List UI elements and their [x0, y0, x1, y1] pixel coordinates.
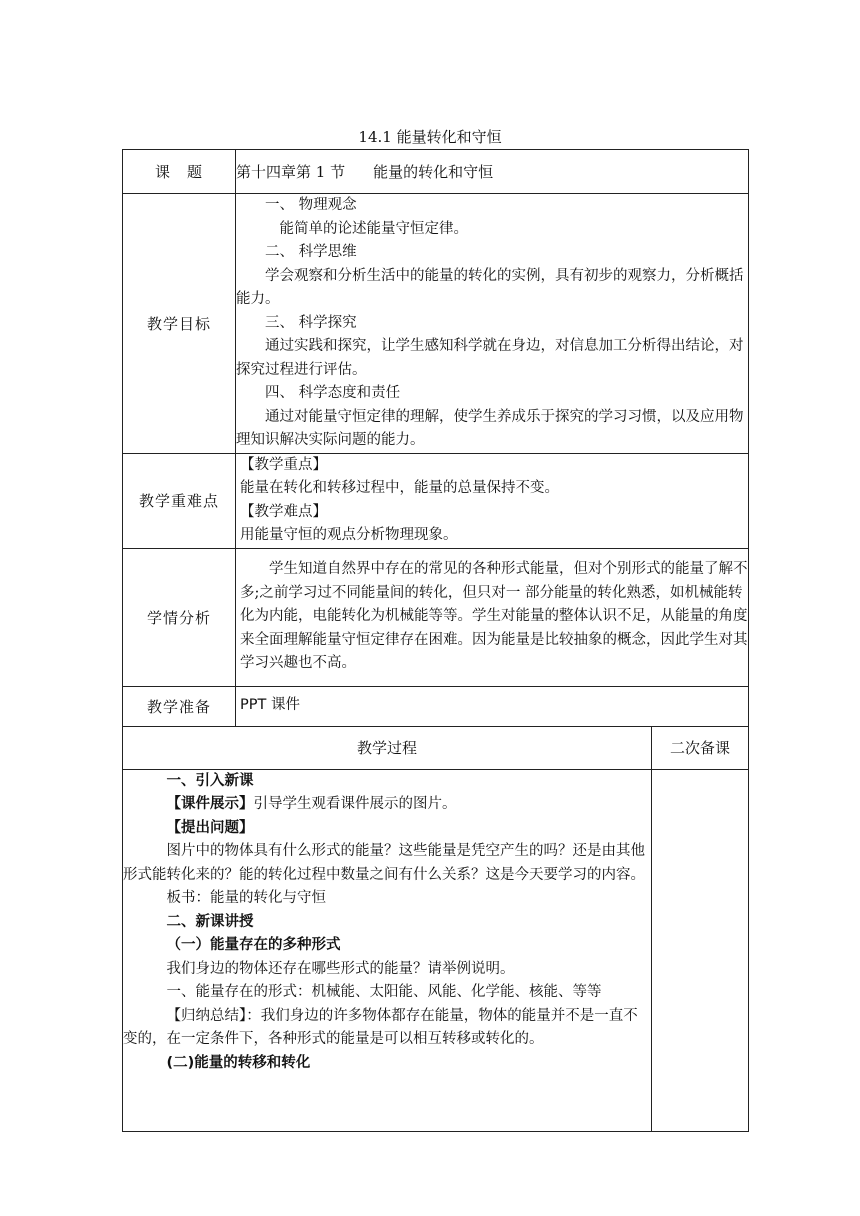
- objective-text: 通过对能量守恒定律的理解，使学生养成乐于探究的学习习惯，以及应用物理知识解决实际问题的能力。: [236, 408, 744, 448]
- board-note: 板书：能量的转化与守恒: [166, 890, 326, 906]
- difficulty-heading: 【教学难点】: [240, 503, 327, 520]
- summary-tag: 【归纳总结】: [166, 1007, 247, 1024]
- objectives-label: 教学目标: [123, 194, 236, 454]
- question-text: 图片中的物体具有什么形式的能量？这些能量是凭空产生的吗？还是由其他形式能转化来的？能的转化过程中数量之间有什么关系？这是今天要学习的内容。: [123, 843, 645, 883]
- preparation-label: 教学准备: [123, 686, 236, 726]
- difficulty-text: 用能量守恒的观点分析物理现象。: [240, 527, 458, 543]
- key-points-row: [123, 453, 749, 548]
- preparation-value: PPT 课件: [236, 686, 749, 726]
- lesson-plan-table: [122, 149, 749, 1132]
- topic-chapter: 第十四章第 1 节: [236, 163, 346, 181]
- process-header-row: [123, 726, 749, 769]
- courseware-show: [123, 793, 651, 817]
- document-title: 14.1 能量转化和守恒: [358, 128, 502, 146]
- objectives-row: [123, 194, 749, 454]
- topic-value: [236, 150, 749, 194]
- summary: [123, 1005, 651, 1052]
- preparation-row: [123, 686, 749, 726]
- process-content: [123, 769, 652, 1131]
- analysis-content: [236, 548, 749, 686]
- section-new-title: 二、新课讲授: [166, 913, 254, 930]
- objective-text: 能简单的论述能量守恒定律。: [279, 220, 468, 237]
- process-header: 教学过程: [123, 726, 652, 769]
- objective-text: 学会观察和分析生活中的能量的转化的实例，具有初步的观察力，分析概括能力。: [236, 267, 744, 307]
- summary-text: ：我们身边的许多物体都存在能量，物体的能量并不是一直不变的，在一定条件下，各种形式的能量是可以相互转移或转化的。: [123, 1007, 638, 1047]
- objectives-content: [236, 194, 749, 454]
- forms-list: 一、能量存在的形式：机械能、太阳能、风能、化学能、核能、等等: [166, 984, 602, 1000]
- focus-heading: 【教学重点】: [240, 456, 327, 473]
- key-points-label: 教学重难点: [123, 453, 236, 548]
- topic-name: 能量的转化和守恒: [373, 163, 494, 181]
- topic-label: 课 题: [123, 150, 236, 194]
- notes-header: 二次备课: [652, 726, 749, 769]
- analysis-row: [123, 548, 749, 686]
- topic-row: [123, 150, 749, 194]
- notes-cell: [652, 769, 749, 1131]
- courseware-tag: 【课件展示】: [166, 796, 254, 812]
- objective-heading: 三、 科学探究: [265, 314, 357, 331]
- subsection-forms-title: （一）能量存在的多种形式: [166, 937, 341, 953]
- analysis-label: 学情分析: [123, 548, 236, 686]
- objective-heading: 一、 物理观念: [265, 197, 357, 213]
- objective-heading: 二、 科学思维: [265, 244, 357, 260]
- subsection-transfer-title: (二)能量的转移和转化: [166, 1054, 311, 1071]
- question-tag: 【提出问题】: [166, 819, 254, 836]
- process-row: [123, 769, 749, 1131]
- section-intro-title: 一、引入新课: [166, 772, 254, 789]
- analysis-text: 学生知道自然界中存在的常见的各种形式能量，但对个别形式的能量了解不多;之前学习过不同能量间的转化，但只对一 部分能量的转化熟悉，如机械能转化为内能，电能转化为机械能等等。学生对能量的整体认识不足，从能量的角度来全面理解能量守恒定律存在困难。因为能量是比较抽象的概念，因此学生对其学习兴趣也不高。: [240, 561, 748, 672]
- courseware-text: 引导学生观看课件展示的图片。: [253, 796, 457, 812]
- focus-text: 能量在转化和转移过程中，能量的总量保持不变。: [240, 480, 559, 496]
- forms-question: 我们身边的物体还存在哪些形式的能量？请举例说明。: [166, 960, 515, 977]
- key-points-content: [236, 453, 749, 548]
- objective-text: 通过实践和探究，让学生感知科学就在身边，对信息加工分析得出结论，对探究过程进行评估。: [236, 338, 744, 378]
- objective-heading: 四、 科学态度和责任: [265, 385, 401, 401]
